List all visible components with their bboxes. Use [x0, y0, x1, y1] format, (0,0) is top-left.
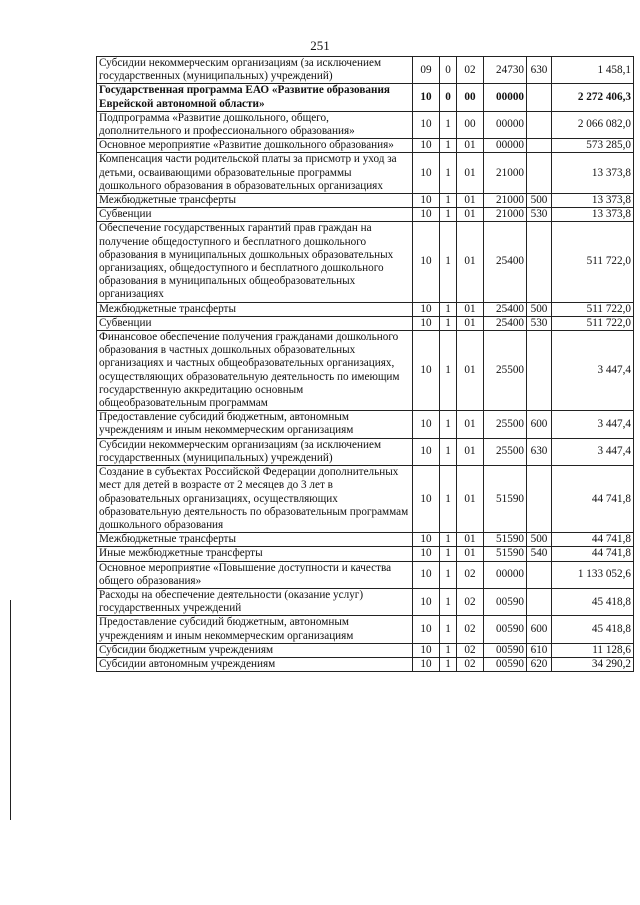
event-code: 01	[457, 547, 484, 561]
program-code: 10	[413, 139, 440, 153]
row-name: Финансовое обеспечение получения гражданами дошкольного образования в частных дошкольных образовательных организациях и частных общеобразовательных организациях, осуществляющих образовательную деятельность по имеющим государственную аккредитацию основным общеобразовательным программам	[97, 331, 413, 411]
event-code: 01	[457, 316, 484, 330]
program-code: 10	[413, 466, 440, 533]
table-row	[97, 316, 634, 330]
program-code: 10	[413, 302, 440, 316]
subprogram-code: 1	[440, 302, 457, 316]
program-code: 10	[413, 533, 440, 547]
event-code: 02	[457, 616, 484, 643]
row-name: Субсидии некоммерческим организациям (за исключением государственных (муниципальных) учреждений)	[97, 57, 413, 84]
program-code: 09	[413, 57, 440, 84]
row-amount: 511 722,0	[552, 302, 634, 316]
expense-type: 530	[527, 316, 552, 330]
row-amount: 511 722,0	[552, 316, 634, 330]
row-amount: 3 447,4	[552, 411, 634, 438]
table-row	[97, 111, 634, 138]
table-row	[97, 84, 634, 111]
row-name: Подпрограмма «Развитие дошкольного, общего, дополнительного и профессионального образования»	[97, 111, 413, 138]
program-code: 10	[413, 208, 440, 222]
table-row	[97, 588, 634, 615]
event-code: 00	[457, 111, 484, 138]
subprogram-code: 1	[440, 466, 457, 533]
event-code: 01	[457, 411, 484, 438]
direction-code: 00590	[484, 588, 527, 615]
row-amount: 44 741,8	[552, 533, 634, 547]
event-code: 02	[457, 57, 484, 84]
subprogram-code: 0	[440, 84, 457, 111]
row-amount: 45 418,8	[552, 588, 634, 615]
table-row	[97, 438, 634, 465]
row-name: Предоставление субсидий бюджетным, автономным учреждениям и иным некоммерческим организациям	[97, 411, 413, 438]
table-row	[97, 302, 634, 316]
row-amount: 1 133 052,6	[552, 561, 634, 588]
row-amount: 2 272 406,3	[552, 84, 634, 111]
row-name: Создание в субъектах Российской Федерации дополнительных мест для детей в возрасте от 2 месяцев до 3 лет в образовательных организациях, осуществляющих образовательную деятельность по образовательным программам дошкольного образования	[97, 466, 413, 533]
event-code: 02	[457, 588, 484, 615]
program-code: 10	[413, 643, 440, 657]
event-code: 02	[457, 657, 484, 671]
program-code: 10	[413, 588, 440, 615]
row-amount: 45 418,8	[552, 616, 634, 643]
table-row	[97, 657, 634, 671]
row-amount: 34 290,2	[552, 657, 634, 671]
subprogram-code: 1	[440, 111, 457, 138]
subprogram-code: 1	[440, 547, 457, 561]
expense-type: 500	[527, 302, 552, 316]
direction-code: 25400	[484, 222, 527, 302]
program-code: 10	[413, 616, 440, 643]
direction-code: 21000	[484, 208, 527, 222]
row-name: Межбюджетные трансферты	[97, 302, 413, 316]
expense-type: 540	[527, 547, 552, 561]
row-amount: 573 285,0	[552, 139, 634, 153]
event-code: 01	[457, 331, 484, 411]
table-row	[97, 331, 634, 411]
row-name: Государственная программа ЕАО «Развитие образования Еврейской автономной области»	[97, 84, 413, 111]
row-amount: 2 066 082,0	[552, 111, 634, 138]
table-row	[97, 616, 634, 643]
program-code: 10	[413, 153, 440, 194]
direction-code: 25400	[484, 302, 527, 316]
event-code: 01	[457, 438, 484, 465]
table-row	[97, 561, 634, 588]
subprogram-code: 1	[440, 331, 457, 411]
row-name: Субсидии автономным учреждениям	[97, 657, 413, 671]
subprogram-code: 1	[440, 411, 457, 438]
direction-code: 25400	[484, 316, 527, 330]
row-name: Субсидии бюджетным учреждениям	[97, 643, 413, 657]
row-name: Субвенции	[97, 316, 413, 330]
subprogram-code: 1	[440, 616, 457, 643]
direction-code: 51590	[484, 466, 527, 533]
page-number: 251	[310, 38, 330, 53]
subprogram-code: 1	[440, 208, 457, 222]
table-row	[97, 153, 634, 194]
expense-type	[527, 331, 552, 411]
table-row	[97, 139, 634, 153]
direction-code: 25500	[484, 411, 527, 438]
program-code: 10	[413, 194, 440, 208]
row-name: Межбюджетные трансферты	[97, 194, 413, 208]
direction-code: 00000	[484, 561, 527, 588]
event-code: 01	[457, 139, 484, 153]
row-name: Субвенции	[97, 208, 413, 222]
subprogram-code: 1	[440, 438, 457, 465]
expense-type: 610	[527, 643, 552, 657]
row-name: Расходы на обеспечение деятельности (оказание услуг) государственных учреждений	[97, 588, 413, 615]
expense-type: 630	[527, 57, 552, 84]
direction-code: 24730	[484, 57, 527, 84]
event-code: 00	[457, 84, 484, 111]
row-amount: 13 373,8	[552, 194, 634, 208]
expense-type	[527, 222, 552, 302]
subprogram-code: 1	[440, 316, 457, 330]
direction-code: 51590	[484, 533, 527, 547]
row-amount: 13 373,8	[552, 153, 634, 194]
program-code: 10	[413, 547, 440, 561]
row-name: Основное мероприятие «Повышение доступности и качества общего образования»	[97, 561, 413, 588]
subprogram-code: 1	[440, 561, 457, 588]
row-amount: 1 458,1	[552, 57, 634, 84]
table-row	[97, 208, 634, 222]
event-code: 01	[457, 194, 484, 208]
margin-line	[10, 600, 11, 820]
expense-type: 500	[527, 533, 552, 547]
program-code: 10	[413, 222, 440, 302]
direction-code: 25500	[484, 331, 527, 411]
event-code: 01	[457, 153, 484, 194]
expense-type: 600	[527, 411, 552, 438]
table-row	[97, 222, 634, 302]
expense-type: 600	[527, 616, 552, 643]
expense-type: 630	[527, 438, 552, 465]
expense-type	[527, 84, 552, 111]
program-code: 10	[413, 111, 440, 138]
subprogram-code: 0	[440, 57, 457, 84]
direction-code: 00590	[484, 657, 527, 671]
row-amount: 511 722,0	[552, 222, 634, 302]
expense-type	[527, 588, 552, 615]
row-name: Предоставление субсидий бюджетным, автономным учреждениям и иным некоммерческим организациям	[97, 616, 413, 643]
event-code: 01	[457, 302, 484, 316]
program-code: 10	[413, 331, 440, 411]
program-code: 10	[413, 561, 440, 588]
expense-type	[527, 466, 552, 533]
event-code: 01	[457, 466, 484, 533]
subprogram-code: 1	[440, 643, 457, 657]
expense-type	[527, 111, 552, 138]
event-code: 02	[457, 643, 484, 657]
row-amount: 13 373,8	[552, 208, 634, 222]
row-name: Компенсация части родительской платы за присмотр и уход за детьми, осваивающими образовательные программы дошкольного образования в образовательных организациях	[97, 153, 413, 194]
subprogram-code: 1	[440, 222, 457, 302]
table-row	[97, 547, 634, 561]
program-code: 10	[413, 316, 440, 330]
direction-code: 51590	[484, 547, 527, 561]
row-amount: 11 128,6	[552, 643, 634, 657]
event-code: 01	[457, 533, 484, 547]
expense-type: 530	[527, 208, 552, 222]
subprogram-code: 1	[440, 153, 457, 194]
row-amount: 3 447,4	[552, 438, 634, 465]
row-name: Межбюджетные трансферты	[97, 533, 413, 547]
direction-code: 21000	[484, 194, 527, 208]
row-name: Обеспечение государственных гарантий прав граждан на получение общедоступного и бесплатного дошкольного образования в муниципальных дошкольных образовательных организациях, общедоступного и бесплатного дошкольного образования в муниципальных общеобразовательных организациях	[97, 222, 413, 302]
row-name: Основное мероприятие «Развитие дошкольного образования»	[97, 139, 413, 153]
table-row	[97, 57, 634, 84]
table-row	[97, 466, 634, 533]
subprogram-code: 1	[440, 588, 457, 615]
table-row	[97, 533, 634, 547]
row-amount: 44 741,8	[552, 547, 634, 561]
expense-type	[527, 561, 552, 588]
direction-code: 00000	[484, 111, 527, 138]
event-code: 01	[457, 208, 484, 222]
expense-type	[527, 139, 552, 153]
program-code: 10	[413, 657, 440, 671]
table-row	[97, 194, 634, 208]
direction-code: 25500	[484, 438, 527, 465]
expense-type: 500	[527, 194, 552, 208]
row-name: Иные межбюджетные трансферты	[97, 547, 413, 561]
direction-code: 21000	[484, 153, 527, 194]
row-amount: 44 741,8	[552, 466, 634, 533]
direction-code: 00590	[484, 643, 527, 657]
direction-code: 00000	[484, 84, 527, 111]
event-code: 01	[457, 222, 484, 302]
subprogram-code: 1	[440, 533, 457, 547]
program-code: 10	[413, 84, 440, 111]
direction-code: 00000	[484, 139, 527, 153]
subprogram-code: 1	[440, 139, 457, 153]
row-name: Субсидии некоммерческим организациям (за исключением государственных (муниципальных) учреждений)	[97, 438, 413, 465]
direction-code: 00590	[484, 616, 527, 643]
row-amount: 3 447,4	[552, 331, 634, 411]
subprogram-code: 1	[440, 657, 457, 671]
expense-type	[527, 153, 552, 194]
table-row	[97, 643, 634, 657]
program-code: 10	[413, 438, 440, 465]
event-code: 02	[457, 561, 484, 588]
budget-table	[96, 56, 634, 672]
expense-type: 620	[527, 657, 552, 671]
program-code: 10	[413, 411, 440, 438]
subprogram-code: 1	[440, 194, 457, 208]
table-row	[97, 411, 634, 438]
